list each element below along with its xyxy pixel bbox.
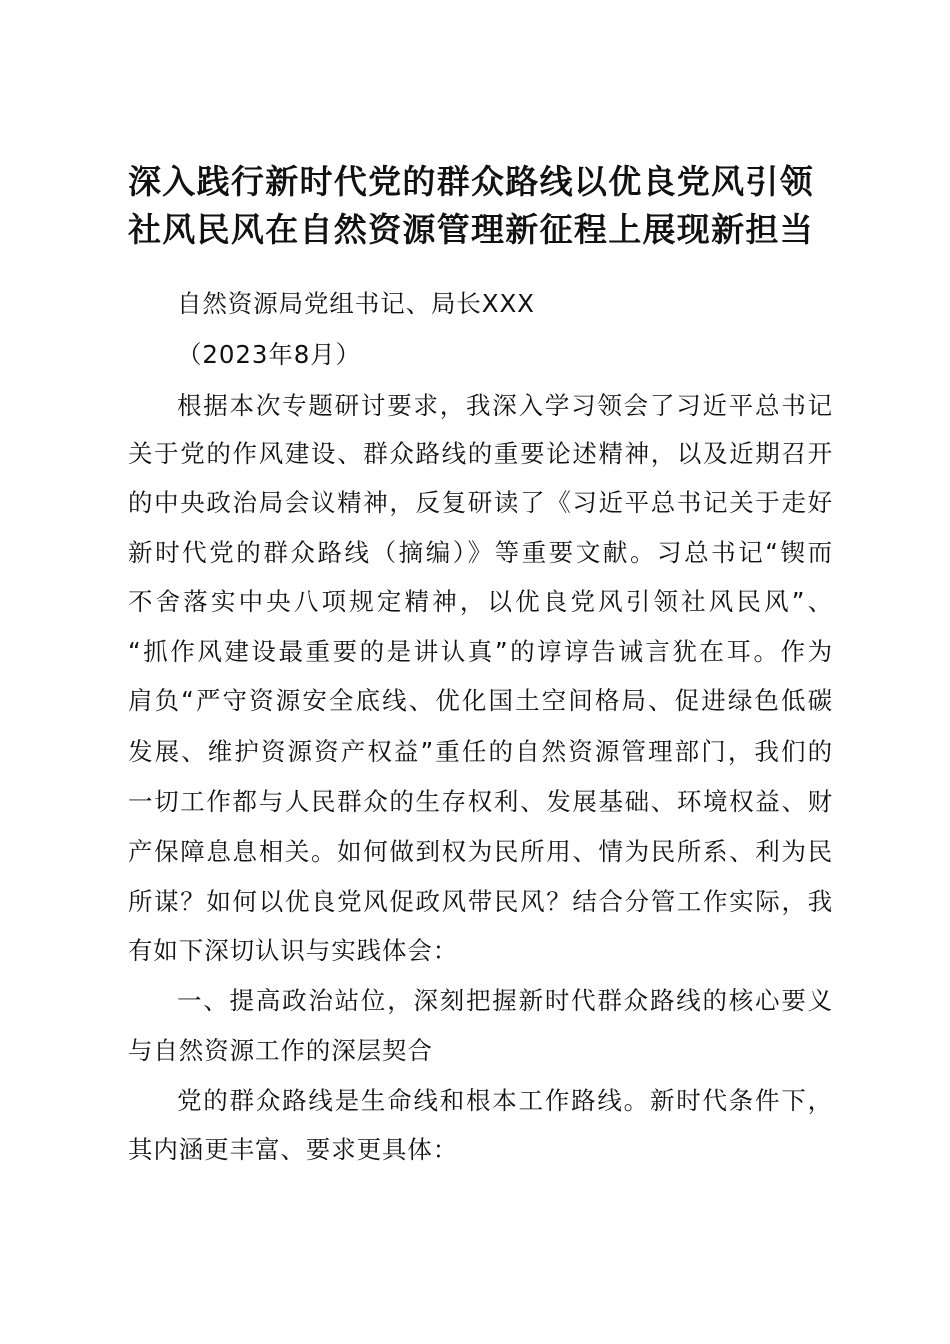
paragraph-1-line: “抓作风建设最重要的是讲认真”的谆谆告诫言犹在耳。作为 (128, 637, 833, 666)
paragraph-1-line: 不舍落实中央八项规定精神，以优良党风引领社风民风”、 (128, 587, 833, 616)
paragraph-1-line: 肩负“严守资源安全底线、优化国土空间格局、促进绿色低碳 (128, 686, 833, 715)
paragraph-1-line: 新时代党的群众路线（摘编）》等重要文献。习总书记“锲而 (128, 538, 833, 567)
section-heading-1-line: 与自然资源工作的深层契合 (128, 1036, 433, 1065)
paragraph-1-line: 发展、维护资源资产权益”重任的自然资源管理部门，我们的 (128, 737, 833, 766)
paragraph-1-line: 所谋？如何以优良党风促政风带民风？结合分管工作实际，我 (128, 887, 833, 916)
paragraph-1-line: 关于党的作风建设、群众路线的重要论述精神，以及近期召开 (128, 439, 833, 468)
paragraph-2-line: 党的群众路线是生命线和根本工作路线。新时代条件下， (177, 1086, 833, 1115)
paragraph-1-line: 有如下深切认识与实践体会： (128, 936, 459, 965)
paragraph-1-line: 一切工作都与人民群众的生存权利、发展基础、环境权益、财 (128, 787, 833, 816)
paragraph-1-line: 根据本次专题研讨要求，我深入学习领会了习近平总书记 (177, 391, 833, 420)
document-title-line-1: 深入践行新时代党的群众路线以优良党风引领 (128, 162, 814, 201)
date-line: （2023年8月） (177, 340, 362, 369)
document-title-line-2: 社风民风在自然资源管理新征程上展现新担当 (128, 210, 814, 249)
paragraph-1-line: 的中央政治局会议精神，反复研读了《习近平总书记关于走好 (128, 488, 833, 517)
section-heading-1-line: 一、提高政治站位，深刻把握新时代群众路线的核心要义 (177, 986, 833, 1015)
author-line: 自然资源局党组书记、局长XXX (177, 289, 535, 318)
paragraph-1-line: 产保障息息相关。如何做到权为民所用、情为民所系、利为民 (128, 837, 833, 866)
paragraph-2-line: 其内涵更丰富、要求更具体： (128, 1135, 459, 1164)
